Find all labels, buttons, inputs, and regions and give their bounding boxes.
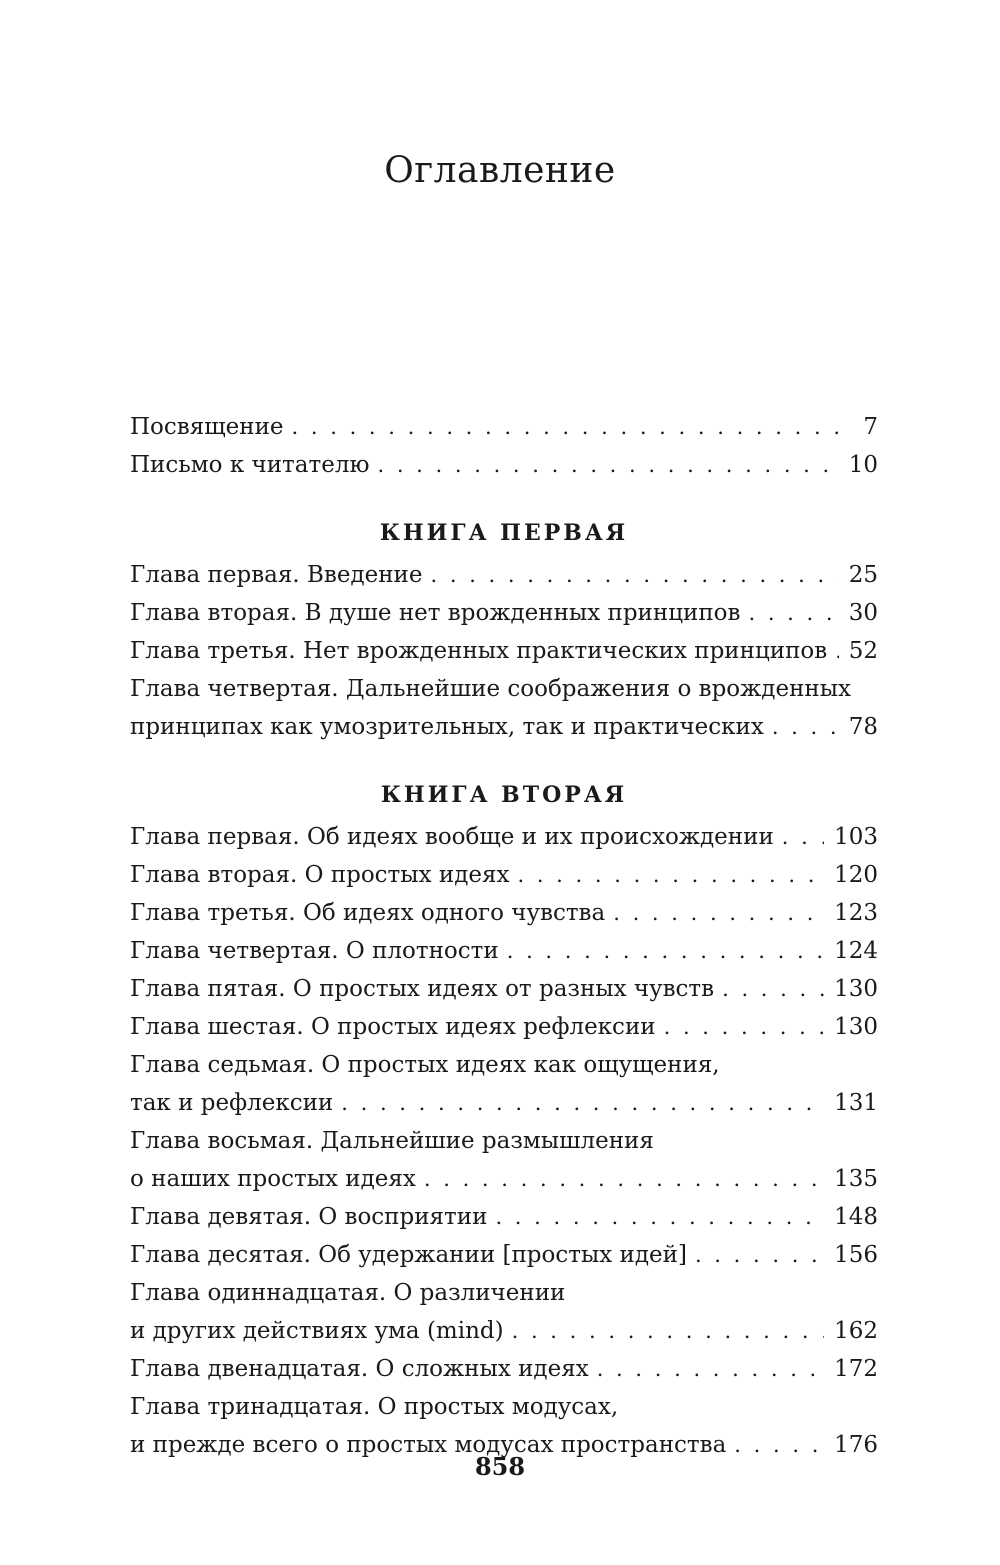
dot-leader (495, 1198, 824, 1236)
toc-entry-page: 78 (848, 714, 878, 740)
toc-entry-page: 156 (834, 1242, 878, 1268)
toc-entry-title: Глава первая. Об идеях вообще и их происхождении (130, 824, 774, 850)
toc-entry-page: 148 (834, 1204, 878, 1230)
toc-entry-title: Глава вторая. В душе нет врожденных принципов (130, 600, 741, 626)
toc-entry-title: и других действиях ума (mind) (130, 1318, 504, 1344)
toc-entry-page: 130 (834, 976, 878, 1002)
toc-entry-title: Глава вторая. О простых идеях (130, 862, 510, 888)
toc-entry-title-line: Глава одиннадцатая. О различении (130, 1280, 566, 1306)
toc-entry-title: Глава четвертая. О плотности (130, 938, 499, 964)
toc-entry-title: Глава девятая. О восприятии (130, 1204, 488, 1230)
toc-entry-title-line: Глава седьмая. О простых идеях как ощущения, (130, 1052, 720, 1078)
toc-entry-page: 7 (863, 414, 878, 440)
dot-leader (613, 894, 824, 932)
toc-entry-title: Глава десятая. Об удержании [простых идей] (130, 1242, 687, 1268)
toc-entry-title-line: Глава тринадцатая. О простых модусах, (130, 1394, 619, 1420)
toc-entry (130, 894, 878, 932)
dot-leader (664, 1008, 824, 1046)
toc-entry-title: Глава первая. Введение (130, 562, 423, 588)
toc-entry-page: 162 (834, 1318, 878, 1344)
dot-leader (377, 446, 838, 484)
toc-entry-title: Письмо к читателю (130, 452, 370, 478)
book-two-heading: КНИГА ВТОРАЯ (380, 782, 628, 808)
dot-leader (431, 556, 839, 594)
dot-leader (782, 818, 824, 856)
toc-entry (130, 556, 878, 594)
toc-entry-page: 124 (834, 938, 878, 964)
page-title: Оглавление (384, 150, 616, 191)
toc-entry-page: 120 (834, 862, 878, 888)
toc-entry (130, 1350, 878, 1388)
dot-leader (507, 932, 824, 970)
front-matter-list (130, 408, 878, 484)
toc-entry (130, 1122, 878, 1198)
toc-entry (130, 408, 878, 446)
dot-leader (517, 856, 824, 894)
toc-entry-page: 131 (834, 1090, 878, 1116)
dot-leader (722, 970, 824, 1008)
toc-entry-title: принципах как умозрительных, так и практических (130, 714, 764, 740)
toc-entry (130, 594, 878, 632)
toc-entry-title-line: Глава четвертая. Дальнейшие соображения о врожденных (130, 676, 852, 702)
toc-entry (130, 1236, 878, 1274)
toc-entry-title: и прежде всего о простых модусах пространства (130, 1432, 727, 1458)
toc-entry (130, 1198, 878, 1236)
dot-leader (597, 1350, 824, 1388)
toc-entry-title: Глава третья. Нет врожденных практических принципов (130, 638, 828, 664)
toc-entry-page: 123 (834, 900, 878, 926)
dot-leader (341, 1084, 824, 1122)
toc-entry (130, 1274, 878, 1350)
page-number: 858 (474, 1452, 526, 1481)
book-two-list (130, 818, 878, 1464)
toc-entry (130, 818, 878, 856)
dot-leader (292, 408, 840, 446)
toc-entry-title: Глава шестая. О простых идеях рефлексии (130, 1014, 656, 1040)
dot-leader (695, 1236, 824, 1274)
toc-entry-page: 176 (834, 1432, 878, 1458)
dot-leader (772, 708, 839, 746)
table-of-contents (130, 408, 878, 1464)
toc-entry-page: 135 (834, 1166, 878, 1192)
dot-leader (748, 594, 838, 632)
toc-entry-title: Глава третья. Об идеях одного чувства (130, 900, 606, 926)
toc-entry-title: так и рефлексии (130, 1090, 334, 1116)
toc-entry (130, 970, 878, 1008)
toc-entry (130, 632, 878, 670)
toc-entry (130, 932, 878, 970)
toc-entry-page: 103 (834, 824, 878, 850)
toc-entry-page: 30 (848, 600, 878, 626)
dot-leader (512, 1312, 825, 1350)
toc-entry-page: 52 (848, 638, 878, 664)
toc-entry (130, 1046, 878, 1122)
book-one-list (130, 556, 878, 746)
toc-entry-title-line: Глава восьмая. Дальнейшие размышления (130, 1128, 654, 1154)
dot-leader (424, 1160, 824, 1198)
toc-entry-page: 10 (848, 452, 878, 478)
toc-entry-page: 130 (834, 1014, 878, 1040)
toc-entry-title: Посвящение (130, 414, 284, 440)
toc-entry (130, 670, 878, 746)
toc-entry (130, 1008, 878, 1046)
toc-entry-page: 172 (834, 1356, 878, 1382)
toc-entry-page: 25 (848, 562, 878, 588)
book-one-heading: КНИГА ПЕРВАЯ (379, 520, 629, 546)
toc-entry (130, 856, 878, 894)
toc-entry-title: о наших простых идеях (130, 1166, 416, 1192)
toc-entry-title: Глава двенадцатая. О сложных идеях (130, 1356, 589, 1382)
toc-entry (130, 446, 878, 484)
toc-entry-title: Глава пятая. О простых идеях от разных чувств (130, 976, 715, 1002)
